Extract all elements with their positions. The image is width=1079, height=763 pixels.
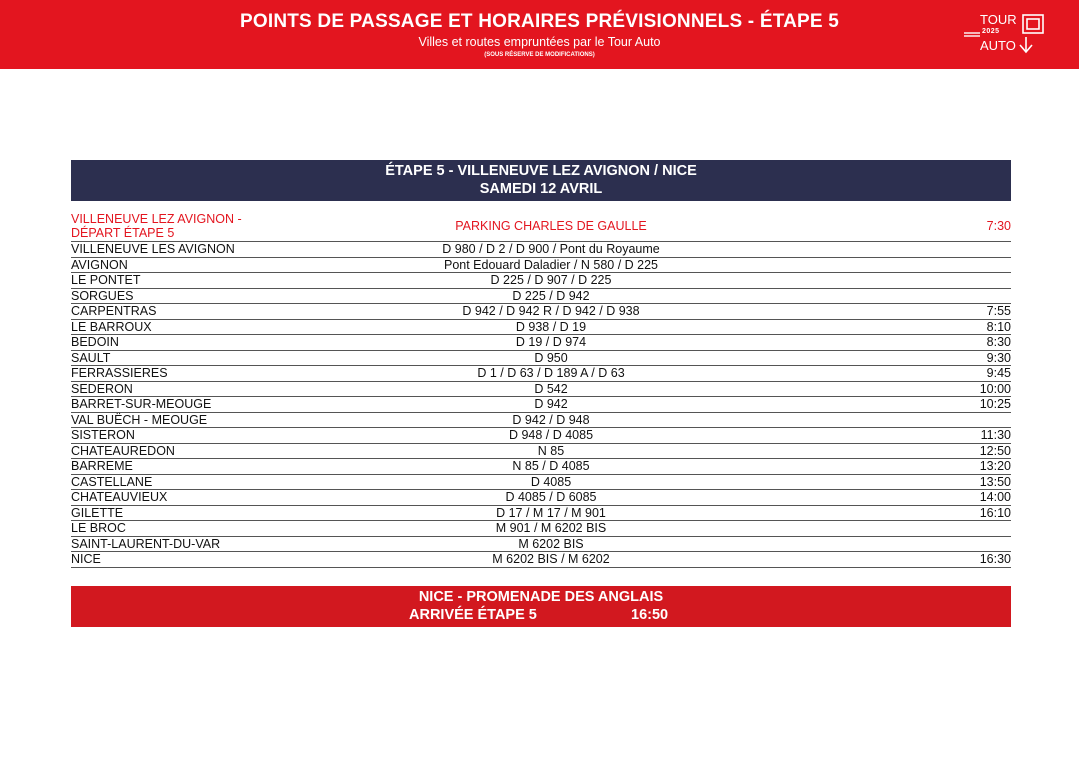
row-road: D 942 bbox=[534, 397, 568, 411]
row-place: GILETTE bbox=[71, 505, 124, 520]
row-road: D 980 / D 2 / D 900 / Pont du Royaume bbox=[442, 242, 660, 256]
start-time: 7:30 bbox=[986, 219, 1011, 233]
row-place: LE BARROUX bbox=[71, 319, 152, 334]
tour-auto-logo bbox=[962, 12, 1048, 56]
table-row bbox=[71, 490, 1011, 506]
row-time: 11:30 bbox=[980, 428, 1011, 442]
row-time: 8:30 bbox=[986, 335, 1011, 349]
header-banner bbox=[0, 0, 1079, 69]
row-place: VAL BUËCH - MEOUGE bbox=[71, 412, 208, 427]
table-row bbox=[71, 242, 1011, 258]
row-place: AVIGNON bbox=[71, 257, 128, 272]
row-place: SAINT-LAURENT-DU-VAR bbox=[71, 536, 221, 551]
row-road: N 85 bbox=[537, 443, 565, 458]
table-row bbox=[71, 304, 1011, 320]
row-place: LE PONTET bbox=[71, 273, 141, 287]
table-row bbox=[71, 537, 1011, 553]
stage-title: ÉTAPE 5 - VILLENEUVE LEZ AVIGNON / NICE bbox=[385, 163, 697, 179]
row-place: SEDERON bbox=[71, 381, 133, 396]
row-time: 13:20 bbox=[979, 459, 1011, 473]
route-rows bbox=[71, 242, 1011, 568]
table-row bbox=[71, 382, 1011, 398]
row-time: 13:50 bbox=[979, 474, 1011, 489]
row-place: NICE bbox=[71, 552, 101, 566]
row-time: 16:30 bbox=[979, 552, 1011, 566]
arrival-label: ARRIVÉE ÉTAPE 5 bbox=[409, 607, 537, 623]
row-time: 7:55 bbox=[986, 304, 1011, 318]
table-row bbox=[71, 273, 1011, 289]
row-place: CARPENTRAS bbox=[71, 304, 157, 318]
start-row bbox=[71, 211, 1011, 242]
row-place: SISTERON bbox=[71, 428, 135, 442]
row-road: N 85 / D 4085 bbox=[512, 459, 590, 473]
row-road: D 948 / D 4085 bbox=[508, 428, 594, 442]
disclaimer-note: (SOUS RÉSERVE DE MODIFICATIONS) bbox=[484, 52, 595, 58]
row-place: BARREME bbox=[71, 459, 133, 473]
row-time: 8:10 bbox=[986, 319, 1011, 334]
row-road: D 1 / D 63 / D 189 A / D 63 bbox=[477, 366, 625, 380]
row-road: D 942 / D 948 bbox=[512, 412, 590, 427]
table-row bbox=[71, 320, 1011, 336]
row-road: M 901 / M 6202 BIS bbox=[495, 521, 607, 535]
table-row bbox=[71, 289, 1011, 305]
row-road: Pont Edouard Daladier / N 580 / D 225 bbox=[443, 257, 659, 272]
row-time: 10:00 bbox=[979, 381, 1011, 396]
row-time: 10:25 bbox=[979, 397, 1011, 411]
table-row bbox=[71, 335, 1011, 351]
row-place: FERRASSIERES bbox=[71, 366, 168, 380]
row-place: SAULT bbox=[71, 350, 111, 365]
table-row bbox=[71, 552, 1011, 568]
stage-date: SAMEDI 12 AVRIL bbox=[479, 181, 603, 197]
table-row bbox=[71, 366, 1011, 382]
row-road: D 19 / D 974 bbox=[515, 335, 587, 349]
row-road: M 6202 BIS bbox=[518, 536, 584, 551]
row-road: D 225 / D 907 / D 225 bbox=[490, 273, 612, 287]
start-place-line1: VILLENEUVE LEZ AVIGNON - bbox=[71, 212, 242, 226]
start-place bbox=[71, 212, 291, 240]
table-row bbox=[71, 506, 1011, 522]
row-road: D 17 / M 17 / M 901 bbox=[496, 505, 606, 520]
table-row bbox=[71, 444, 1011, 460]
row-place: SORGUES bbox=[71, 288, 134, 303]
table-row bbox=[71, 413, 1011, 429]
page-title: POINTS DE PASSAGE ET HORAIRES PRÉVISIONNELS - ÉTAPE 5 bbox=[240, 11, 839, 32]
row-time: 9:30 bbox=[986, 350, 1011, 365]
table-row bbox=[71, 521, 1011, 537]
table-row bbox=[71, 428, 1011, 444]
stage-header bbox=[71, 160, 1011, 201]
route-table bbox=[71, 211, 1011, 568]
page-subtitle: Villes et routes empruntées par le Tour Auto bbox=[418, 35, 661, 49]
table-row bbox=[71, 397, 1011, 413]
row-road: M 6202 BIS / M 6202 bbox=[492, 552, 610, 566]
row-place: BEDOIN bbox=[71, 335, 119, 349]
row-time: 9:45 bbox=[986, 366, 1011, 380]
logo-word-auto: AUTO bbox=[980, 38, 1016, 53]
arrival-title: NICE - PROMENADE DES ANGLAIS bbox=[418, 589, 664, 605]
logo-year: 2025 bbox=[982, 28, 1000, 35]
row-place: CASTELLANE bbox=[71, 474, 153, 489]
row-place: VILLENEUVE LES AVIGNON bbox=[71, 242, 235, 256]
table-row bbox=[71, 258, 1011, 274]
table-row bbox=[71, 475, 1011, 491]
row-place: LE BROC bbox=[71, 521, 126, 535]
row-time: 16:10 bbox=[979, 505, 1011, 520]
table-row bbox=[71, 351, 1011, 367]
row-place: CHATEAUVIEUX bbox=[71, 490, 168, 504]
start-place-line2: DÉPART ÉTAPE 5 bbox=[71, 226, 175, 240]
row-place: BARRET-SUR-MEOUGE bbox=[71, 397, 212, 411]
row-road: D 950 bbox=[534, 350, 568, 365]
arrival-time: 16:50 bbox=[631, 607, 669, 623]
row-road: D 225 / D 942 bbox=[512, 288, 590, 303]
row-road: D 4085 / D 6085 bbox=[505, 490, 597, 504]
start-road: PARKING CHARLES DE GAULLE bbox=[455, 219, 647, 233]
table-row bbox=[71, 459, 1011, 475]
row-place: CHATEAUREDON bbox=[71, 443, 175, 458]
arrival-banner bbox=[71, 586, 1011, 627]
row-road: D 4085 bbox=[530, 474, 572, 489]
row-road: D 542 bbox=[534, 381, 568, 396]
row-road: D 942 / D 942 R / D 942 / D 938 bbox=[462, 304, 640, 318]
logo-word-tour: TOUR bbox=[980, 12, 1017, 27]
row-time: 12:50 bbox=[979, 443, 1011, 458]
row-road: D 938 / D 19 bbox=[515, 319, 587, 334]
row-time: 14:00 bbox=[979, 490, 1011, 504]
